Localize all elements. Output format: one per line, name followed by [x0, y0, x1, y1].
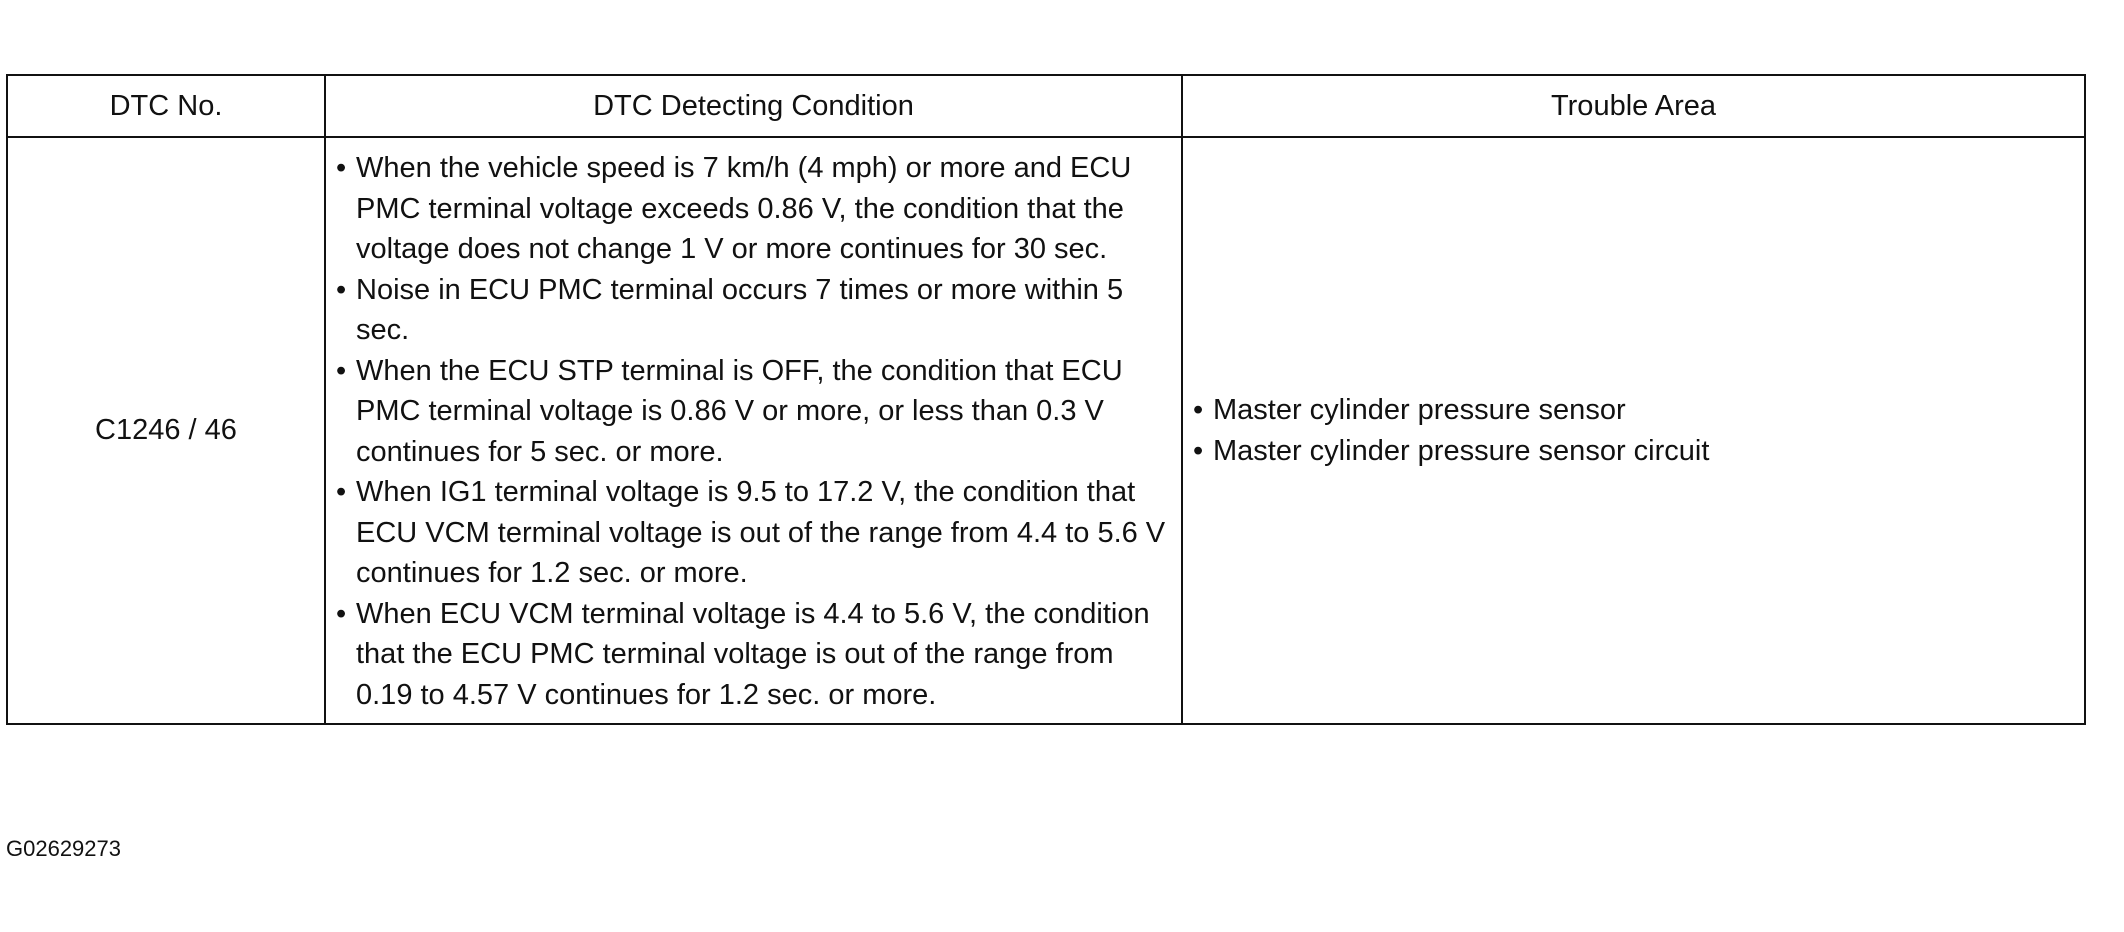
condition-item: • When ECU VCM terminal voltage is 4.4 to 5.6 V, the condition that the ECU PMC terminal voltage is out of the range from 0.19 to 4.57 V continues for 1.2 sec. or more. [334, 594, 1169, 716]
trouble-area-list [1191, 390, 2076, 471]
trouble-area-cell [1182, 137, 2085, 724]
table-header-row [7, 75, 2085, 137]
condition-item: • When IG1 terminal voltage is 9.5 to 17.2 V, the condition that ECU VCM terminal voltage is out of the range from 4.4 to 5.6 V continues for 1.2 sec. or more. [334, 472, 1169, 594]
dtc-code-cell: C1246 / 46 [7, 137, 325, 724]
header-dtc-no: DTC No. [7, 75, 325, 137]
condition-item: • When the ECU STP terminal is OFF, the condition that ECU PMC terminal voltage is 0.86 V or more, or less than 0.3 V continues for 5 sec. or more. [334, 351, 1169, 473]
reference-code: G02629273 [6, 836, 121, 861]
dtc-table [6, 74, 2086, 725]
detecting-condition-cell [325, 137, 1182, 724]
condition-item: • When the vehicle speed is 7 km/h (4 mph) or more and ECU PMC terminal voltage exceeds 0.86 V, the condition that the voltage does not change 1 V or more continues for 30 sec. [334, 148, 1169, 270]
condition-list [334, 148, 1169, 715]
header-detecting-condition: DTC Detecting Condition [325, 75, 1182, 137]
table-row [7, 137, 2085, 724]
trouble-area-item: • Master cylinder pressure sensor circuit [1191, 431, 2076, 472]
condition-item: • Noise in ECU PMC terminal occurs 7 times or more within 5 sec. [334, 270, 1169, 351]
header-trouble-area: Trouble Area [1182, 75, 2085, 137]
trouble-area-item: • Master cylinder pressure sensor [1191, 390, 2076, 431]
